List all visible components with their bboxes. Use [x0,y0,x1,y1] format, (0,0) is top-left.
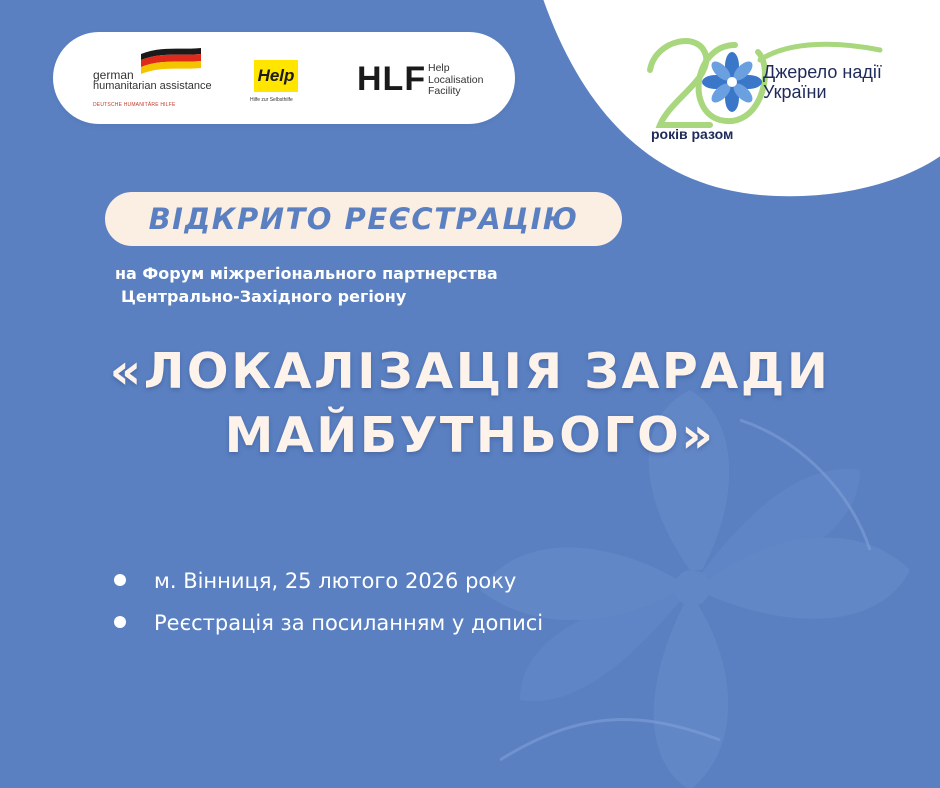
german-flag-icon [141,48,201,74]
subtitle-line1: на Форум міжрегіонального партнерства [115,264,498,283]
bullet-icon [114,574,126,586]
registration-badge-text: ВІДКРИТО РЕЄСТРАЦІЮ [148,202,579,236]
flower-icon [702,52,762,112]
gha-line3: DEUTSCHE HUMANITÄRE HILFE [93,102,176,108]
org-name-line1: Джерело надії [763,62,882,82]
list-item [112,560,732,602]
forum-title [60,340,880,468]
bullet-icon [114,616,126,628]
hlf-text-line: Facility [428,85,461,97]
event-location-date: м. Вінниця, 25 лютого 2026 року [154,569,517,593]
help-tagline: Hilfe zur Selbsthilfe [250,97,293,103]
gha-line1: german [93,68,134,82]
forum-title-line1: «ЛОКАЛІЗАЦІЯ ЗАРАДИ [109,343,831,400]
partner-logos [53,32,515,124]
help-logo [250,60,302,108]
registration-badge [105,192,622,246]
hlf-text-line: Help [428,62,450,74]
gha-line2: humanitarian assistance [93,80,212,92]
hlf-text [428,63,483,98]
event-details [112,560,732,644]
hlf-text-line: Localisation [428,73,484,86]
forum-title-line2: МАЙБУТНЬОГО» [224,407,716,464]
forum-subtitle [115,262,635,308]
subtitle-line2: Центрально-Західного регіону [121,287,407,306]
hlf-mark: HLF [357,60,427,98]
org-name [763,62,882,102]
help-mark: Help [254,60,298,92]
org-name-line2: України [763,82,827,102]
list-item [112,602,732,644]
german-humanitarian-assistance-logo [93,46,223,110]
registration-info: Реєстрація за посиланням у дописі [154,611,544,635]
org-tagline: років разом [651,126,734,142]
